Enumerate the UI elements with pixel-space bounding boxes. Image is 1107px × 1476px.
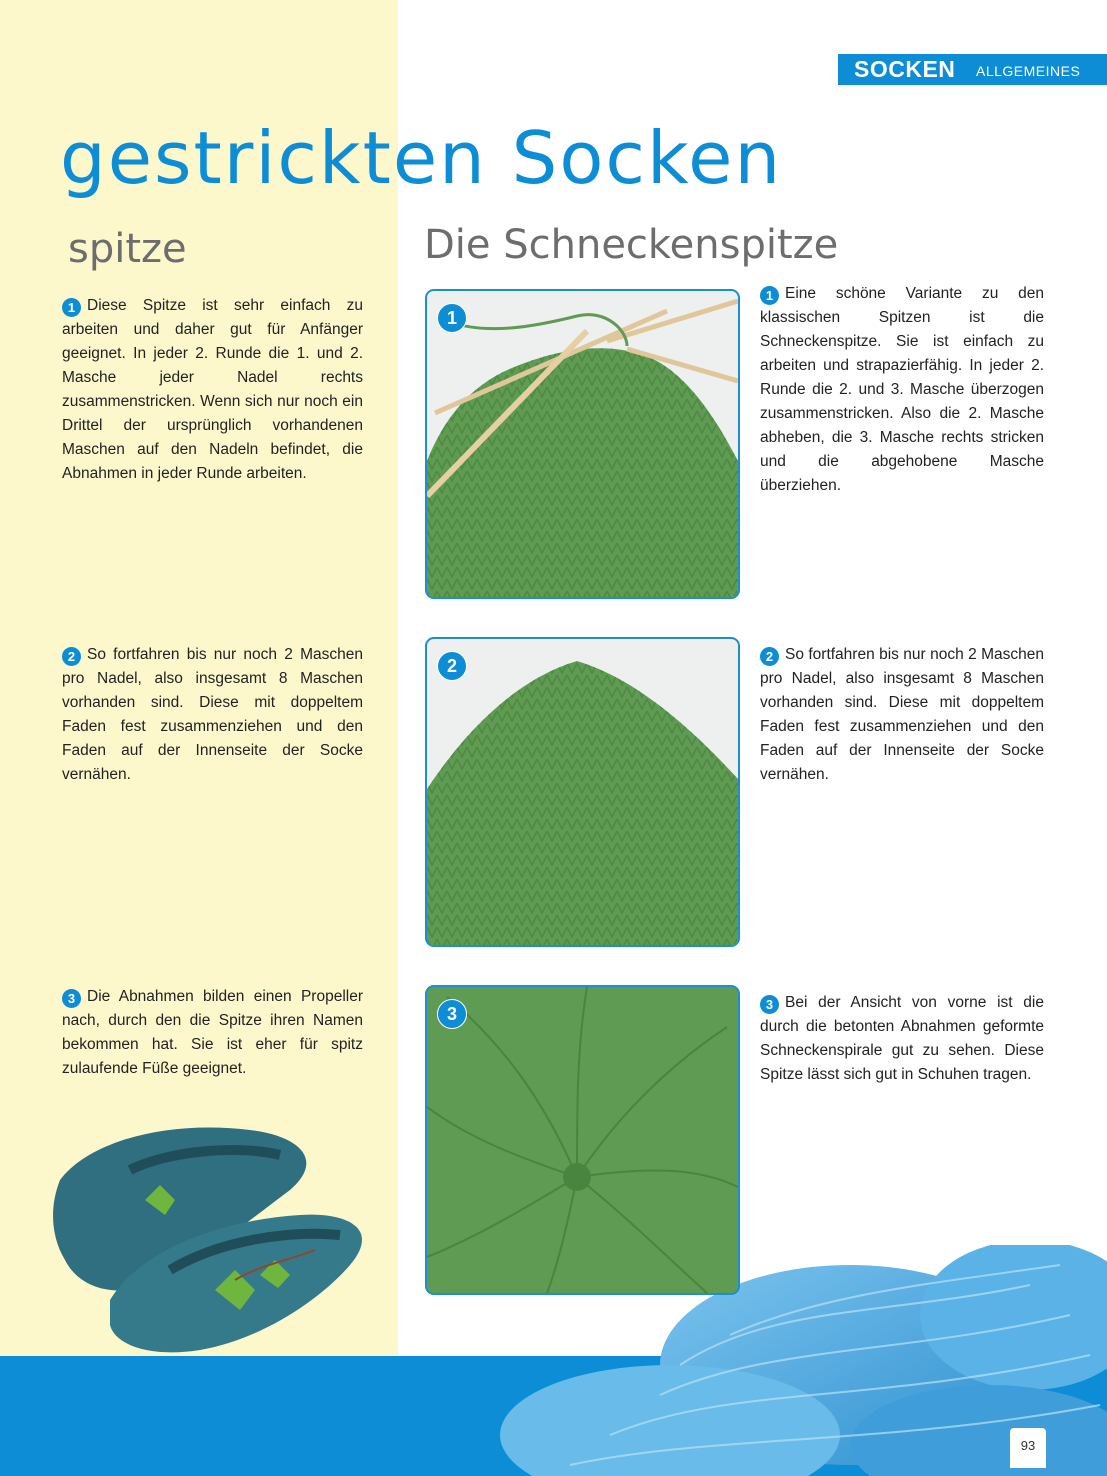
- step-number-badge: 3: [760, 995, 779, 1014]
- left-subtitle: spitze: [68, 226, 187, 272]
- right-step-1-text: Eine schöne Variante zu den klassischen Spitzen ist die Schneckenspitze. Sie ist einfach zu arbeiten und strapazierfähig. In jeder 2. Runde die 2. und 3. Masche überzogen zusammenstricken. Also die 2. Masche abheben, die 3. Masche rechts stricken und die abgehobene Masche überziehen.: [760, 285, 1044, 494]
- section-label: SOCKEN: [854, 56, 956, 82]
- step-number-badge: 2: [62, 647, 81, 666]
- sock-toe-image: [427, 639, 738, 945]
- right-step-1: [760, 282, 1044, 498]
- knitting-needles-image: [427, 291, 738, 597]
- photo-step-2: [425, 637, 740, 947]
- right-step-2-text: So fortfahren bis nur noch 2 Maschen pro Nadel, also insgesamt 8 Maschen vorhanden sind. Diese mit doppeltem Faden fest zusammenziehen und den Faden auf der Innenseite der Socke vernähen.: [760, 646, 1044, 783]
- step-number-badge: 3: [62, 989, 81, 1008]
- page-title: gestrickten Socken: [60, 116, 783, 200]
- left-step-2-text: So fortfahren bis nur noch 2 Maschen pro Nadel, also insgesamt 8 Maschen vorhanden sind. Diese mit doppeltem Faden fest zusammenziehen und den Faden auf der Innenseite der Socke vernähen.: [62, 646, 363, 783]
- step-number-badge: 1: [62, 298, 81, 317]
- felt-slippers-image: [50, 1100, 380, 1356]
- photo-number-badge: 1: [437, 303, 467, 333]
- left-step-1: [62, 294, 363, 486]
- page-number: 93: [1010, 1428, 1046, 1468]
- photo-number-badge: 2: [437, 651, 467, 681]
- left-step-1-text: Diese Spitze ist sehr einfach zu arbeiten und daher gut für Anfänger geeignet. In jeder 2. Runde die 1. und 2. Masche jeder Nadel rechts zusammenstricken. Wenn sich nur noch ein Drittel der ursprünglich vorhandenen Maschen auf den Nadeln befindet, die Abnahmen in jeder Runde arbeiten.: [62, 297, 363, 482]
- photo-step-3: [425, 985, 740, 1295]
- step-number-badge: 2: [760, 647, 779, 666]
- left-step-3-text: Die Abnahmen bilden einen Propeller nach, durch den die Spitze ihren Namen bekommen hat. Sie ist eher für spitz zulaufende Füße geeignet.: [62, 988, 363, 1077]
- section-header-tag: [838, 54, 1107, 85]
- subsection-label: ALLGEMEINES: [976, 63, 1081, 79]
- right-step-2: [760, 643, 1044, 787]
- right-step-3: [760, 991, 1044, 1087]
- photo-step-1: [425, 289, 740, 599]
- left-step-3: [62, 985, 363, 1081]
- step-number-badge: 1: [760, 286, 779, 305]
- sock-spiral-image: [427, 987, 738, 1293]
- left-step-2: [62, 643, 363, 787]
- photo-number-badge: 3: [437, 999, 467, 1029]
- right-step-3-text: Bei der Ansicht von vorne ist die durch die betonten Abnahmen geformte Schneckenspirale gut zu sehen. Diese Spitze lässt sich gut in Schuhen tragen.: [760, 994, 1044, 1083]
- right-subtitle: Die Schneckenspitze: [424, 222, 839, 268]
